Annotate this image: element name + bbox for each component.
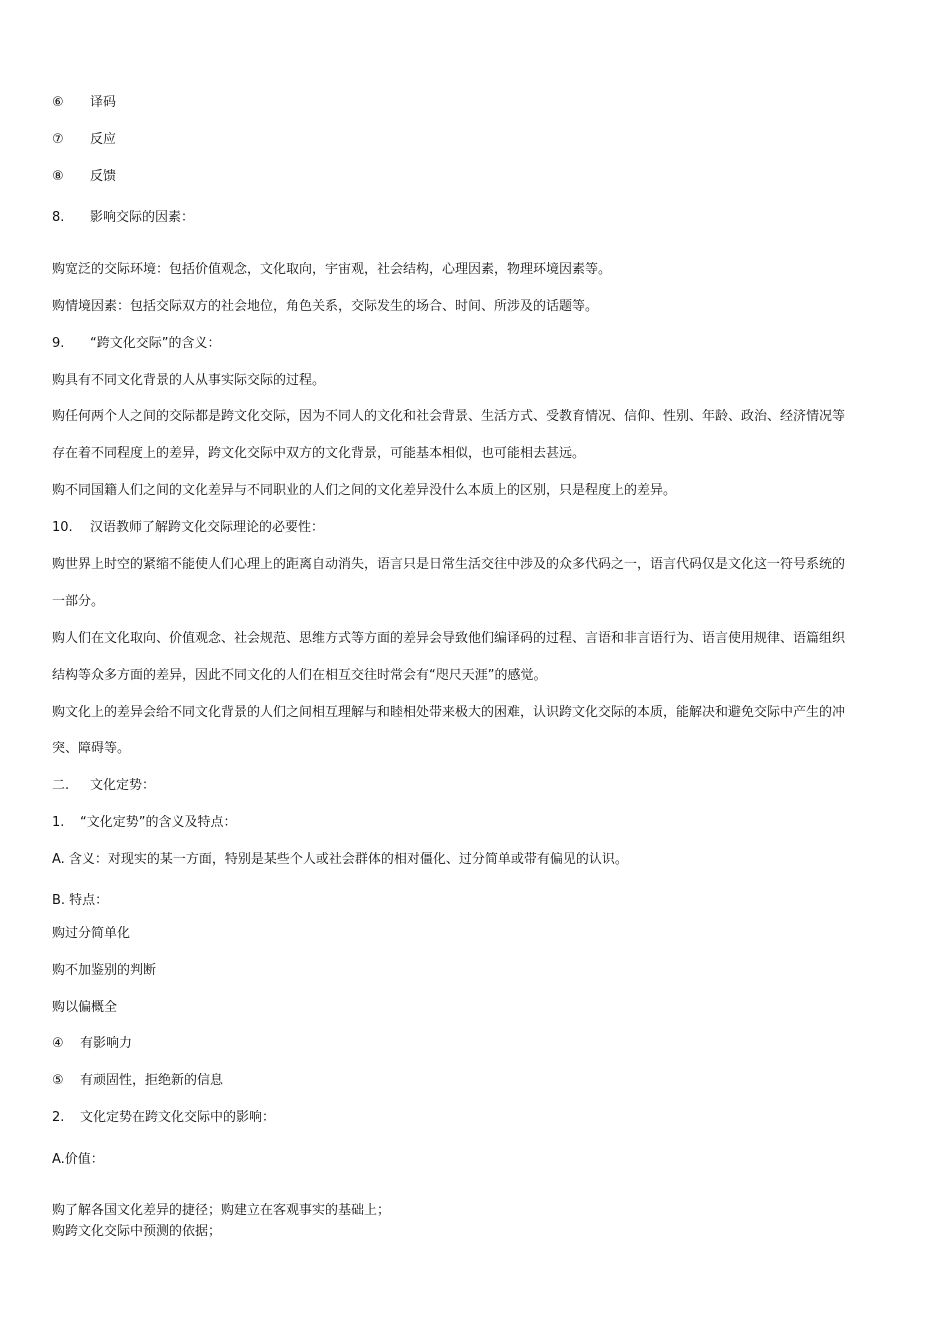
heading-text: 影响交际的因素：: [90, 210, 195, 225]
section-heading: [52, 210, 902, 226]
heading-text: 汉语教师了解跨文化交际理论的必要性：: [90, 520, 325, 535]
paragraph-line: 购情境因素：包括交际双方的社会地位，角色关系，交际发生的场合、时间、所涉及的话题等。: [52, 299, 599, 314]
list-item-text: 有影响力: [80, 1036, 133, 1051]
heading-number: 8.: [52, 210, 65, 225]
paragraph-line: B. 特点：: [52, 893, 109, 908]
list-item-text: 反应: [90, 132, 117, 147]
list-item-text: 译码: [90, 95, 117, 110]
paragraph-line: 购了解各国文化差异的捷径；购建立在客观事实的基础上；: [52, 1203, 391, 1218]
paragraph-line: A. 含义：对现实的某一方面，特别是某些个人或社会群体的相对僵化、过分简单或带有偏见的认识。: [52, 852, 628, 867]
paragraph-line: 一部分。: [52, 594, 105, 609]
paragraph-line: 购人们在文化取向、价值观念、社会规范、思维方式等方面的差异会导致他们编译码的过程、言语和非言语行为、语言使用规律、语篇组织: [52, 631, 846, 646]
list-item: [52, 1036, 902, 1052]
list-item: 购不加鉴别的判断: [52, 963, 157, 978]
paragraph-line: 购不同国籍人们之间的文化差异与不同职业的人们之间的文化差异没什么本质上的区别，只是程度上的差异。: [52, 483, 677, 498]
section-heading: [52, 1110, 902, 1126]
heading-text: 文化定势在跨文化交际中的影响：: [80, 1110, 276, 1125]
list-item: 购过分简单化: [52, 926, 131, 941]
list-marker: ⑥: [52, 95, 64, 110]
paragraph-line: 购文化上的差异会给不同文化背景的人们之间相互理解与和睦相处带来极大的困难，认识跨文化交际的本质，能解决和避免交际中产生的冲: [52, 705, 846, 720]
heading-number: 二.: [52, 778, 70, 793]
list-item-text: 反馈: [90, 169, 117, 184]
list-marker: ⑤: [52, 1073, 64, 1088]
list-marker: ④: [52, 1036, 64, 1051]
paragraph-line: 购宽泛的交际环境：包括价值观念，文化取向，宇宙观，社会结构，心理因素，物理环境因素等。: [52, 262, 612, 277]
heading-text: “文化定势”的含义及特点：: [80, 815, 237, 830]
list-marker: ⑧: [52, 169, 64, 184]
section-heading: [52, 778, 902, 794]
heading-number: 1.: [52, 815, 65, 830]
paragraph-line: 结构等众多方面的差异，因此不同文化的人们在相互交往时常会有“咫尺天涯”的感觉。: [52, 668, 547, 683]
list-item: [52, 95, 902, 111]
list-marker: ⑦: [52, 132, 64, 147]
list-item: 购以偏概全: [52, 1000, 118, 1015]
list-item: [52, 132, 902, 148]
paragraph-line: 突、障碍等。: [52, 741, 131, 756]
heading-text: 文化定势：: [90, 778, 156, 793]
section-heading: [52, 815, 902, 831]
paragraph-line: 存在着不同程度上的差异，跨文化交际中双方的文化背景，可能基本相似，也可能相去甚远。: [52, 446, 586, 461]
list-item: [52, 169, 902, 185]
list-item: [52, 1073, 902, 1089]
paragraph-line: A.价值：: [52, 1152, 104, 1167]
heading-text: “跨文化交际”的含义：: [90, 336, 221, 351]
section-heading: [52, 336, 902, 352]
paragraph-line: 购具有不同文化背景的人从事实际交际的过程。: [52, 373, 326, 388]
paragraph-line: 购跨文化交际中预测的依据；: [52, 1224, 222, 1239]
list-item-text: 有顽固性，拒绝新的信息: [80, 1073, 224, 1088]
heading-number: 10.: [52, 520, 73, 535]
paragraph-line: 购世界上时空的紧缩不能使人们心理上的距离自动消失，语言只是日常生活交往中涉及的众多代码之一，语言代码仅是文化这一符号系统的: [52, 557, 846, 572]
paragraph-line: 购任何两个人之间的交际都是跨文化交际，因为不同人的文化和社会背景、生活方式、受教育情况、信仰、性别、年龄、政治、经济情况等: [52, 409, 846, 424]
heading-number: 9.: [52, 336, 65, 351]
heading-number: 2.: [52, 1110, 65, 1125]
section-heading: [52, 520, 902, 536]
